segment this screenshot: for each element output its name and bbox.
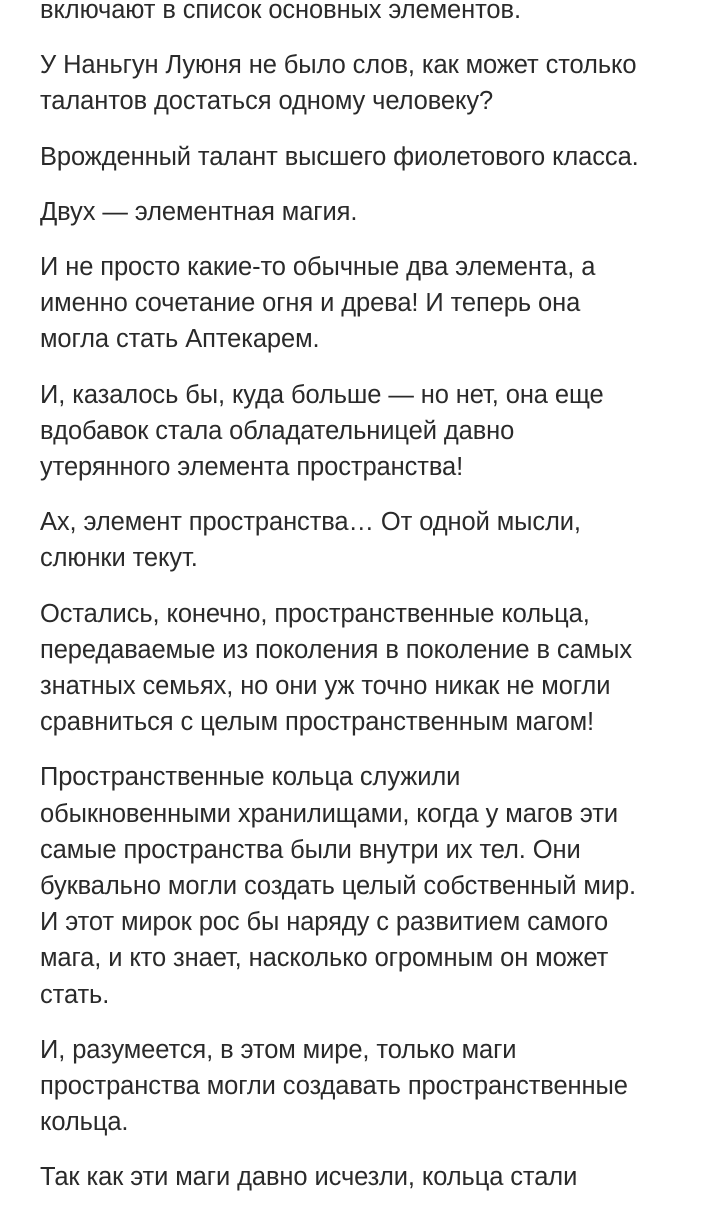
paragraph-5: И не просто какие-то обычные два элемента, а именно сочетание огня и древа! И теперь она могла стать Аптекарем. [40, 253, 596, 354]
paragraph-11: Так как эти маги давно исчезли, кольца стали [40, 1163, 578, 1192]
paragraph-2: У Наньгун Луюня не было слов, как может столько талантов достаться одному человеку? [40, 51, 637, 116]
paragraph-10: И, разумеется, в этом мире, только маги пространства могли создавать пространственные кольца. [40, 1035, 628, 1137]
paragraph-6: И, казалось бы, куда больше — но нет, она еще вдобавок стала обладательницей давно утерянного элемента пространства! [40, 380, 604, 482]
paragraph-9: Пространственные кольца служили обыкновенными хранилищами, когда у магов эти самые пространства были внутри их тел. Они буквально могли создать целый собственный мир. И этот мирок рос бы наряду с развитием самого мага, и кто знает, насколько огромным он может стать. [40, 763, 637, 1009]
paragraph-3: Врожденный талант высшего фиолетового класса. [40, 142, 639, 171]
chapter-text [40, 0, 690, 1215]
paragraph-4: Двух — элементная магия. [40, 197, 358, 226]
paragraph-1: включают в список основных элементов. [40, 0, 521, 24]
paragraph-8: Остались, конечно, пространственные кольца, передаваемые из поколения в поколение в самых знатных семьях, но они уж точно никак не могли сравниться с целым пространственным магом! [40, 599, 632, 737]
paragraph-7: Ах, элемент пространства… От одной мысли, слюнки текут. [40, 508, 581, 573]
